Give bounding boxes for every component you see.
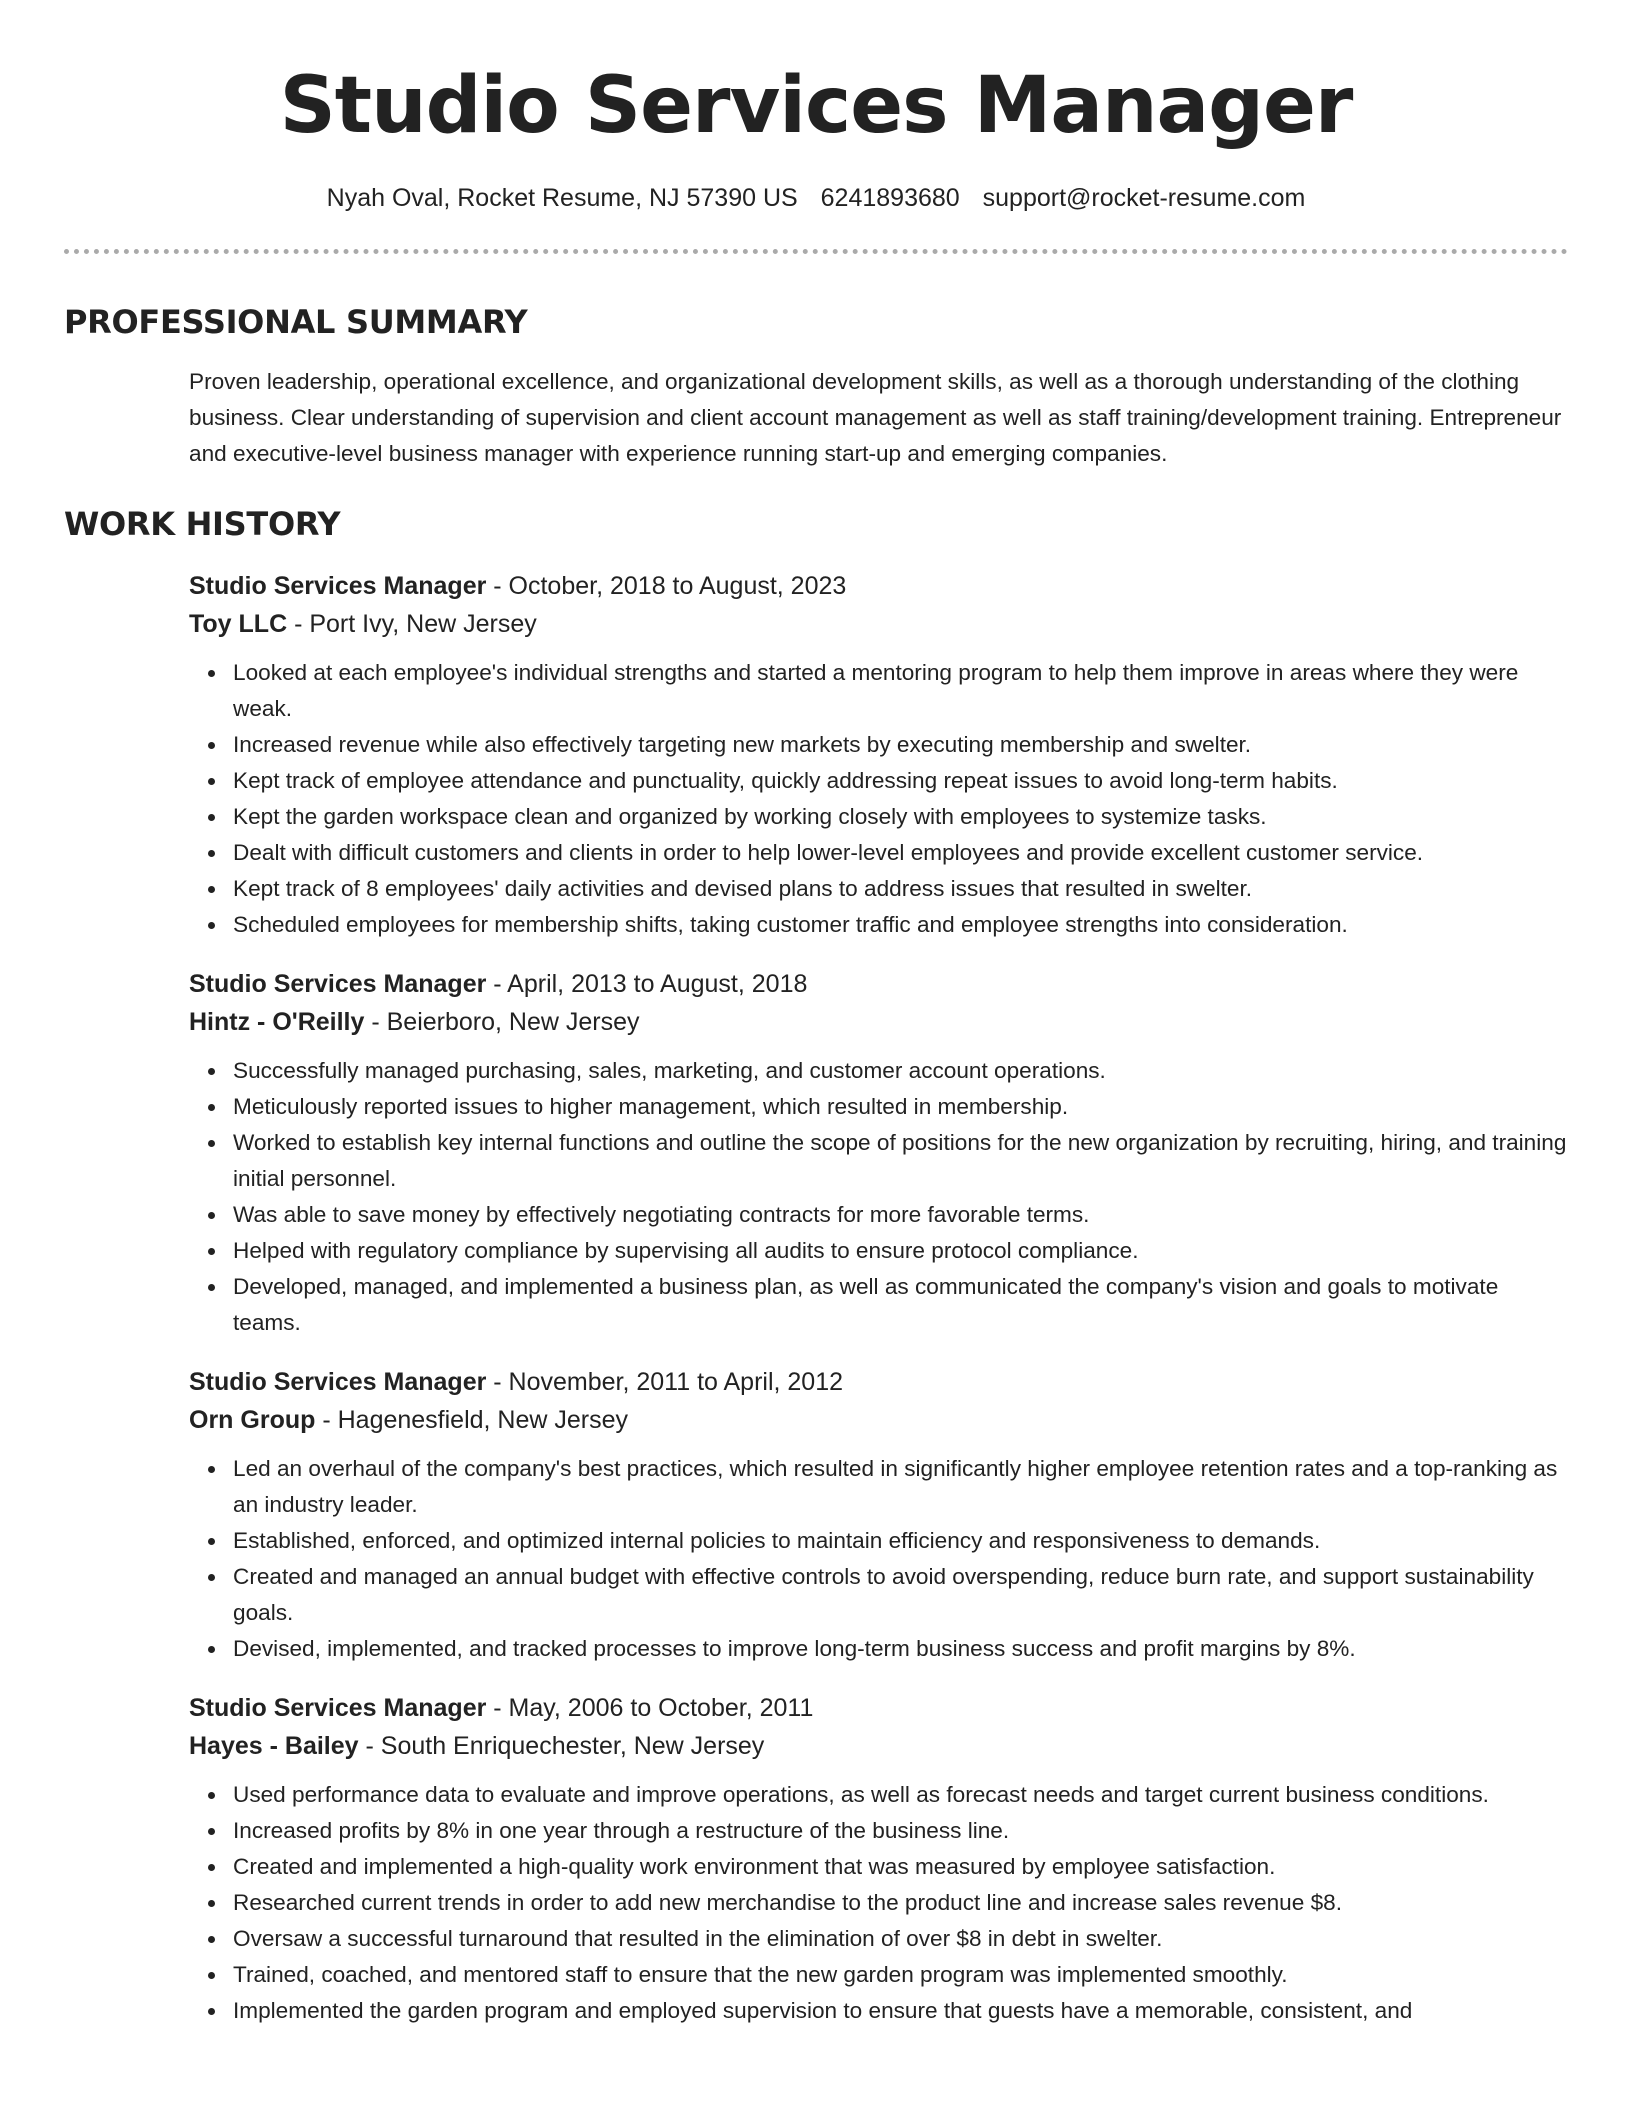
duty-item: Looked at each employee's individual strengths and started a mentoring program to help them improve in areas where they were weak.	[189, 655, 1569, 727]
contact-email: support@rocket-resume.com	[982, 184, 1306, 212]
duty-list	[189, 1451, 1569, 1667]
job-company-line	[189, 605, 1569, 643]
job-entry	[189, 1363, 1569, 1667]
job-title-line	[189, 1689, 1569, 1727]
duty-item: Created and managed an annual budget with effective controls to avoid overspending, reduce burn rate, and support sustainability goals.	[189, 1559, 1569, 1631]
duty-item: Oversaw a successful turnaround that resulted in the elimination of over $8 in debt in swelter.	[189, 1921, 1569, 1957]
summary-heading: PROFESSIONAL SUMMARY	[64, 303, 528, 341]
duty-item: Helped with regulatory compliance by supervising all audits to ensure protocol compliance.	[189, 1233, 1569, 1269]
job-location: - Port Ivy, New Jersey	[287, 610, 537, 638]
duty-item: Established, enforced, and optimized internal policies to maintain efficiency and responsiveness to demands.	[189, 1523, 1569, 1559]
job-company: Toy LLC	[189, 610, 288, 638]
candidate-name: Studio Services Manager	[279, 61, 1353, 151]
duty-item: Devised, implemented, and tracked processes to improve long-term business success and profit margins by 8%.	[189, 1631, 1569, 1667]
duty-item: Developed, managed, and implemented a business plan, as well as communicated the company's vision and goals to motivate teams.	[189, 1269, 1569, 1341]
job-role: Studio Services Manager	[189, 1694, 487, 1722]
job-company-line	[189, 1727, 1569, 1765]
work-history-heading: WORK HISTORY	[64, 505, 341, 543]
duty-item: Used performance data to evaluate and improve operations, as well as forecast needs and target current business conditions.	[189, 1777, 1569, 1813]
job-title-line	[189, 965, 1569, 1003]
duty-item: Dealt with difficult customers and clients in order to help lower-level employees and provide excellent customer service.	[189, 835, 1569, 871]
job-entry	[189, 1689, 1569, 2029]
job-company-line	[189, 1003, 1569, 1041]
duty-list	[189, 655, 1569, 943]
job-title-line	[189, 567, 1569, 605]
job-dates: - November, 2011 to April, 2012	[486, 1368, 844, 1396]
duty-item: Kept the garden workspace clean and organized by working closely with employees to systemize tasks.	[189, 799, 1569, 835]
header-divider	[64, 249, 1568, 254]
job-dates: - October, 2018 to August, 2023	[486, 572, 847, 600]
duty-item: Was able to save money by effectively negotiating contracts for more favorable terms.	[189, 1197, 1569, 1233]
duty-list	[189, 1777, 1569, 2029]
duty-item: Kept track of 8 employees' daily activities and devised plans to address issues that resulted in swelter.	[189, 871, 1569, 907]
duty-item: Scheduled employees for membership shifts, taking customer traffic and employee strengths into consideration.	[189, 907, 1569, 943]
duty-item: Kept track of employee attendance and punctuality, quickly addressing repeat issues to avoid long-term habits.	[189, 763, 1569, 799]
job-dates: - May, 2006 to October, 2011	[486, 1694, 814, 1722]
duty-item: Meticulously reported issues to higher management, which resulted in membership.	[189, 1089, 1569, 1125]
job-location: - Beierboro, New Jersey	[364, 1008, 640, 1036]
duty-item: Increased profits by 8% in one year through a restructure of the business line.	[189, 1813, 1569, 1849]
job-entry	[189, 965, 1569, 1341]
job-location: - Hagenesfield, New Jersey	[315, 1406, 629, 1434]
job-role: Studio Services Manager	[189, 1368, 487, 1396]
job-company: Orn Group	[189, 1406, 316, 1434]
duty-item: Trained, coached, and mentored staff to ensure that the new garden program was implemented smoothly.	[189, 1957, 1569, 1993]
job-company-line	[189, 1401, 1569, 1439]
duty-list	[189, 1053, 1569, 1341]
contact-line	[0, 180, 1632, 216]
duty-item: Created and implemented a high-quality work environment that was measured by employee satisfaction.	[189, 1849, 1569, 1885]
contact-address: Nyah Oval, Rocket Resume, NJ 57390 US	[326, 184, 798, 212]
duty-item: Increased revenue while also effectively targeting new markets by executing membership and swelter.	[189, 727, 1569, 763]
job-title-line	[189, 1363, 1569, 1401]
duty-item: Successfully managed purchasing, sales, marketing, and customer account operations.	[189, 1053, 1569, 1089]
job-role: Studio Services Manager	[189, 572, 487, 600]
duty-item: Implemented the garden program and employed supervision to ensure that guests have a memorable, consistent, and	[189, 1993, 1569, 2029]
duty-item: Researched current trends in order to add new merchandise to the product line and increase sales revenue $8.	[189, 1885, 1569, 1921]
work-history	[189, 567, 1569, 2051]
job-dates: - April, 2013 to August, 2018	[486, 970, 808, 998]
job-entry	[189, 567, 1569, 943]
duty-item: Worked to establish key internal functions and outline the scope of positions for the new organization by recruiting, hiring, and training initial personnel.	[189, 1125, 1569, 1197]
job-company: Hayes - Bailey	[189, 1732, 359, 1760]
duty-item: Led an overhaul of the company's best practices, which resulted in significantly higher employee retention rates and a top-ranking as an industry leader.	[189, 1451, 1569, 1523]
job-company: Hintz - O'Reilly	[189, 1008, 365, 1036]
contact-phone: 6241893680	[820, 184, 960, 212]
summary-text: Proven leadership, operational excellence, and organizational development skills, as well as a thorough understanding of the clothing business. Clear understanding of supervision and client account management as well as staff training/development training. Entrepreneur and executive-level business manager with experience running start-up and emerging companies.	[189, 369, 1562, 466]
job-role: Studio Services Manager	[189, 970, 487, 998]
job-location: - South Enriquechester, New Jersey	[358, 1732, 765, 1760]
